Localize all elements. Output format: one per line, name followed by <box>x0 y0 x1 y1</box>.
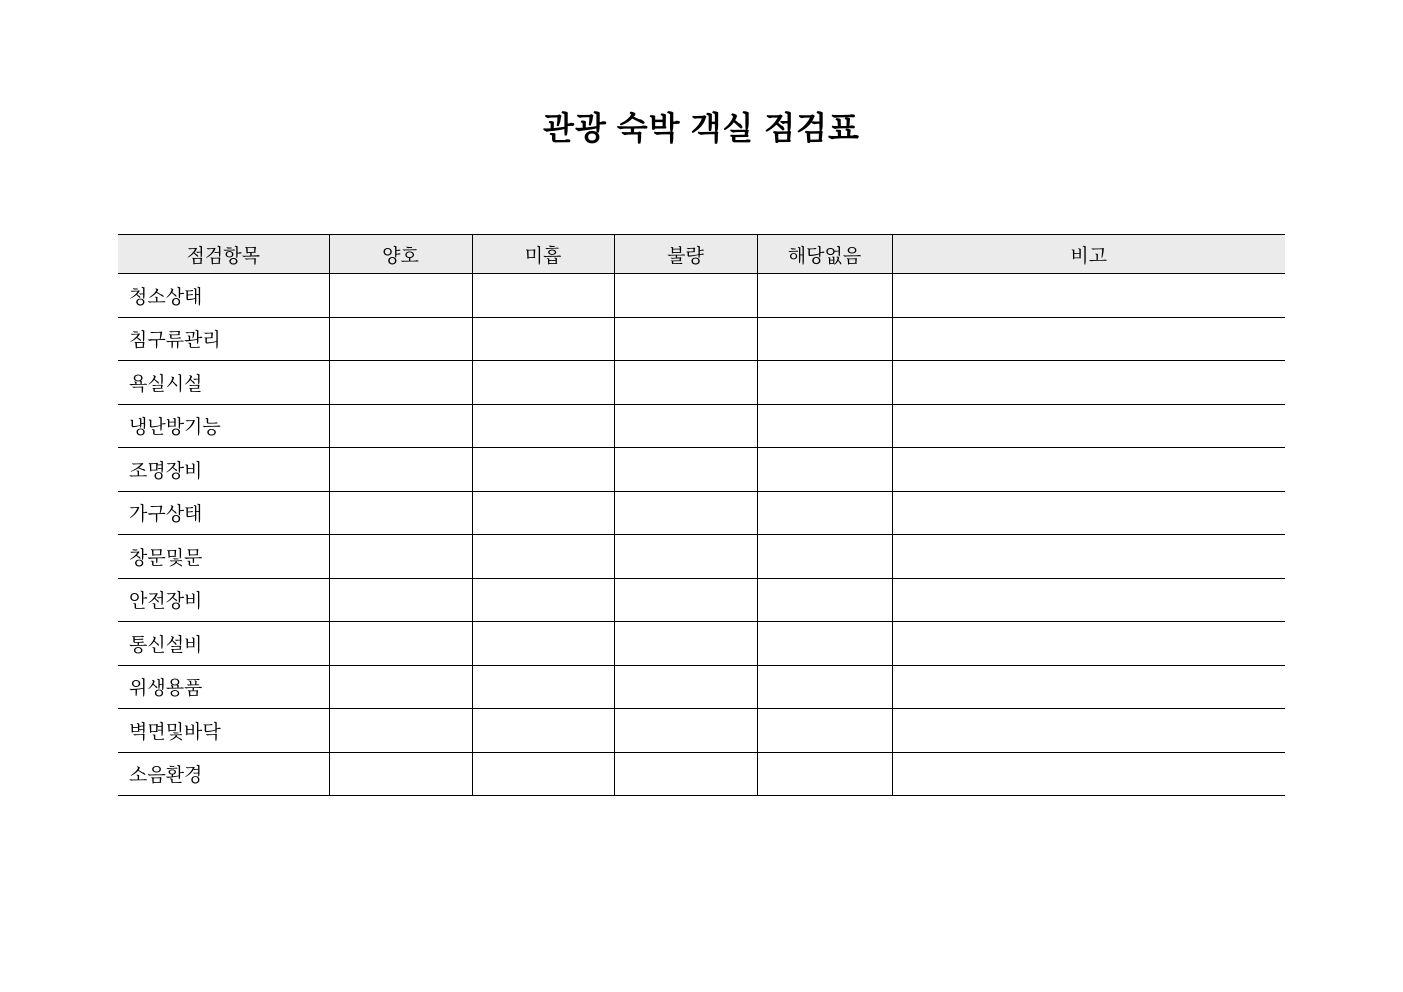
remarks-cell <box>892 622 1285 666</box>
poor-cell <box>614 752 757 796</box>
poor-cell <box>614 578 757 622</box>
poor-cell <box>614 448 757 492</box>
good-cell <box>329 274 472 318</box>
table-row <box>118 535 1285 579</box>
table-row <box>118 622 1285 666</box>
insufficient-cell <box>472 752 614 796</box>
remarks-cell <box>892 578 1285 622</box>
not-applicable-cell <box>757 274 892 318</box>
not-applicable-cell <box>757 448 892 492</box>
item-label-cell: 통신설비 <box>118 622 329 666</box>
insufficient-cell <box>472 535 614 579</box>
insufficient-cell <box>472 622 614 666</box>
good-cell <box>329 317 472 361</box>
not-applicable-cell <box>757 709 892 753</box>
not-applicable-cell <box>757 361 892 405</box>
item-label-cell: 침구류관리 <box>118 317 329 361</box>
insufficient-cell <box>472 665 614 709</box>
good-cell <box>329 665 472 709</box>
table-row <box>118 448 1285 492</box>
good-cell <box>329 622 472 666</box>
table-row <box>118 491 1285 535</box>
table-row <box>118 274 1285 318</box>
remarks-cell <box>892 535 1285 579</box>
good-cell <box>329 491 472 535</box>
poor-cell <box>614 665 757 709</box>
table-row <box>118 709 1285 753</box>
poor-cell <box>614 622 757 666</box>
not-applicable-cell <box>757 491 892 535</box>
header-cell-good: 양호 <box>329 235 472 274</box>
insufficient-cell <box>472 274 614 318</box>
table-row <box>118 317 1285 361</box>
not-applicable-cell <box>757 752 892 796</box>
item-label-cell: 위생용품 <box>118 665 329 709</box>
remarks-cell <box>892 709 1285 753</box>
poor-cell <box>614 709 757 753</box>
item-label-cell: 조명장비 <box>118 448 329 492</box>
not-applicable-cell <box>757 622 892 666</box>
insufficient-cell <box>472 491 614 535</box>
item-label-cell: 벽면및바닥 <box>118 709 329 753</box>
header-cell-poor: 불량 <box>614 235 757 274</box>
good-cell <box>329 578 472 622</box>
remarks-cell <box>892 274 1285 318</box>
table-header-row <box>118 235 1285 274</box>
item-label-cell: 가구상태 <box>118 491 329 535</box>
inspection-checklist-table <box>118 234 1285 796</box>
not-applicable-cell <box>757 535 892 579</box>
remarks-cell <box>892 448 1285 492</box>
item-label-cell: 안전장비 <box>118 578 329 622</box>
insufficient-cell <box>472 404 614 448</box>
item-label-cell: 청소상태 <box>118 274 329 318</box>
remarks-cell <box>892 752 1285 796</box>
header-cell-item: 점검항목 <box>118 235 329 274</box>
header-cell-remarks: 비고 <box>892 235 1285 274</box>
insufficient-cell <box>472 709 614 753</box>
remarks-cell <box>892 404 1285 448</box>
item-label-cell: 냉난방기능 <box>118 404 329 448</box>
poor-cell <box>614 361 757 405</box>
item-label-cell: 소음환경 <box>118 752 329 796</box>
not-applicable-cell <box>757 665 892 709</box>
remarks-cell <box>892 317 1285 361</box>
not-applicable-cell <box>757 578 892 622</box>
good-cell <box>329 752 472 796</box>
not-applicable-cell <box>757 317 892 361</box>
insufficient-cell <box>472 578 614 622</box>
good-cell <box>329 448 472 492</box>
good-cell <box>329 535 472 579</box>
header-cell-not-applicable: 해당없음 <box>757 235 892 274</box>
poor-cell <box>614 317 757 361</box>
insufficient-cell <box>472 448 614 492</box>
good-cell <box>329 404 472 448</box>
header-cell-insufficient: 미흡 <box>472 235 614 274</box>
item-label-cell: 창문및문 <box>118 535 329 579</box>
poor-cell <box>614 274 757 318</box>
remarks-cell <box>892 665 1285 709</box>
table-row <box>118 361 1285 405</box>
table-row <box>118 404 1285 448</box>
remarks-cell <box>892 491 1285 535</box>
good-cell <box>329 361 472 405</box>
page-title: 관광 숙박 객실 점검표 <box>543 110 860 146</box>
good-cell <box>329 709 472 753</box>
insufficient-cell <box>472 317 614 361</box>
table-row <box>118 665 1285 709</box>
item-label-cell: 욕실시설 <box>118 361 329 405</box>
table-row <box>118 578 1285 622</box>
not-applicable-cell <box>757 404 892 448</box>
insufficient-cell <box>472 361 614 405</box>
remarks-cell <box>892 361 1285 405</box>
poor-cell <box>614 404 757 448</box>
table-row <box>118 752 1285 796</box>
poor-cell <box>614 535 757 579</box>
poor-cell <box>614 491 757 535</box>
